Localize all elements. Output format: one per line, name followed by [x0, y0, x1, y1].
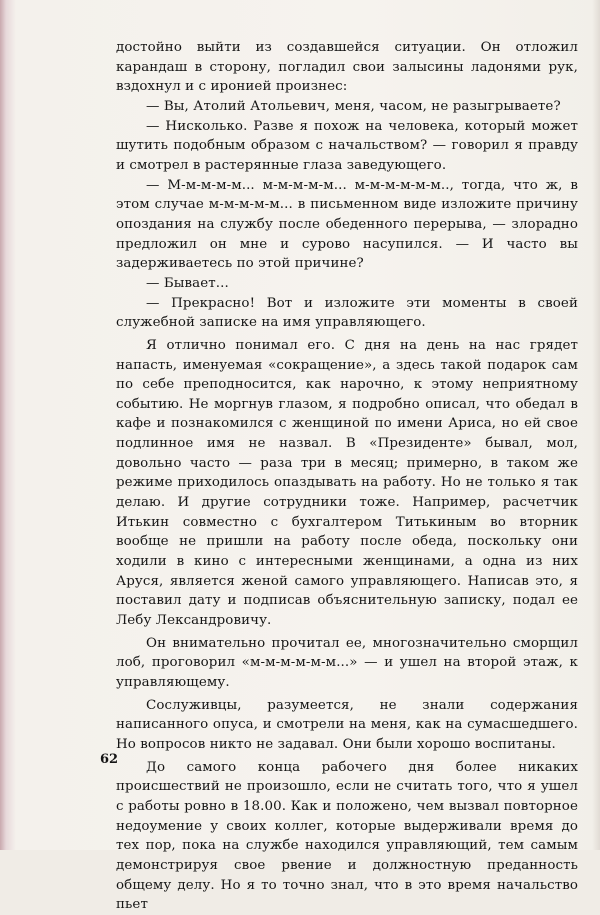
paragraph-10: До самого конца рабочего дня более никаких происшествий не произошло, если не считать того, что я ушел с работы ровно в 18.00. Как и положено, чем вызвал повторное недоумение у своих коллег, которые выдерживали время до тех пор, пока на службе находился управляющий, тем самым демонстрируя свое рвение и должностную преданность общему делу. Но я то точно знал, что в это время начальство пьет [116, 759, 578, 913]
paragraph-9: Сослуживцы, разумеется, не знали содержания написанного опуса, и смотрели на меня, как на сумасшедшего. Но вопросов никто не задавал. Они были хорошо воспитаны. [116, 697, 578, 752]
paragraph-6: — Прекрасно! Вот и изложите эти моменты в своей служебной записке на имя управляющего. [116, 295, 578, 331]
page-text [116, 38, 578, 915]
paragraph-5: — Бывает... [146, 275, 229, 291]
paragraph-4: — М-м-м-м-м... м-м-м-м-м... м-м-м-м-м-м.., тогда, что ж, в этом случае м-м-м-м-м... в письменном виде изложите причину опоздания на службу после обеденного перерыва, — злорадно предложил он мне и сурово насупился. — И часто вы задерживаетесь по этой причине? [116, 177, 578, 272]
paragraph-8: Он внимательно прочитал ее, многозначительно сморщил лоб, проговорил «м-м-м-м-м-м...» — и ушел на второй этаж, к управляющему. [116, 635, 578, 690]
page-number: 62 [100, 752, 119, 767]
paragraph-2: — Вы, Атолий Атольевич, меня, часом, не разыгрываете? [146, 98, 561, 114]
paragraph-3: — Нисколько. Разве я похож на человека, который может шутить подобным образом с начальством? — говорил я правду и смотрел в растерянные глаза заведующего. [116, 118, 578, 173]
paragraph-7: Я отлично понимал его. С дня на день на нас грядет напасть, именуемая «сокращение», а здесь такой подарок сам по себе преподносится, как нарочно, к этому неприятному событию. Не моргнув глазом, я подробно описал, что обедал в кафе и познакомился с женщиной по имени Ариса, но ей свое подлинное имя не назвал. В «Президенте» бывал, мол, довольно часто — раза три в месяц; примерно, в таком же режиме приходилось опаздывать на работу. Но не только я так делаю. И другие сотрудники тоже. Например, расчетчик Итькин совместно с бухгалтером Титькиным во вторник вообще не пришли на работу после обеда, поскольку они ходили в кино с интересными женщинами, а одна из них Аруся, является женой самого управляющего. Написав это, я поставил дату и подписав объяснительную записку, подал ее Лебу Лександровичу. [116, 337, 578, 629]
paragraph-1: достойно выйти из создавшейся ситуации. Он отложил карандаш в сторону, погладил свои залысины ладонями рук, вздохнул и с иронией произнес: [116, 40, 578, 95]
